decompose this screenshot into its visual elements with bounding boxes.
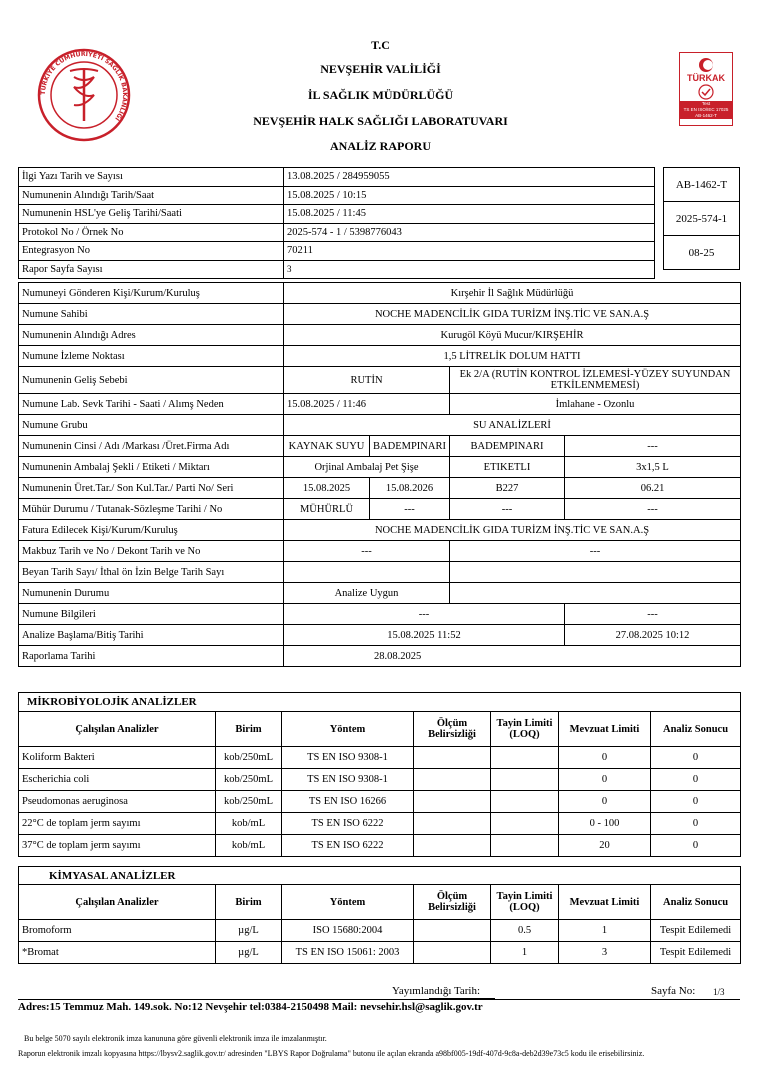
analysis-name: Pseudomonas aeruginosa bbox=[19, 791, 216, 813]
prod-label: Numunenin Üret.Tar./ Son Kul.Tar./ Parti No/ Seri bbox=[19, 478, 284, 499]
table-row bbox=[19, 813, 741, 835]
ministry-seal-logo bbox=[36, 47, 132, 143]
uncertainty bbox=[414, 835, 491, 857]
table-row bbox=[19, 260, 655, 279]
table-row bbox=[19, 242, 655, 261]
type-brand: BADEMPINARI bbox=[450, 436, 565, 457]
uncertainty bbox=[414, 942, 491, 964]
info-label: İlgi Yazı Tarih ve Sayısı bbox=[19, 168, 284, 187]
status-value: Analize Uygun bbox=[284, 583, 450, 604]
footer-address: Adres:15 Temmuz Mah. 149.sok. No:12 Nevşehir tel:0384-2150498 Mail: nevsehir.hsl@saglik.gov.tr bbox=[18, 1001, 483, 1013]
report-date-value: 28.08.2025 bbox=[284, 646, 741, 667]
side-code-box bbox=[663, 167, 740, 270]
uncertainty bbox=[414, 920, 491, 942]
micro-section-title: MİKROBİYOLOJİK ANALİZLER bbox=[19, 693, 741, 712]
footer-divider bbox=[18, 999, 740, 1000]
table-row bbox=[19, 520, 741, 541]
chem-section-title: KİMYASAL ANALİZLER bbox=[19, 867, 741, 885]
table-row bbox=[19, 942, 741, 964]
header-governorship: NEVŞEHİR VALİLİĞİ bbox=[320, 62, 441, 76]
table-row bbox=[19, 346, 741, 367]
seal-label: Mühür Durumu / Tutanak-Sözleşme Tarihi / No bbox=[19, 499, 284, 520]
col-limit: Mevzuat Limiti bbox=[559, 712, 651, 747]
result: 0 bbox=[651, 813, 741, 835]
limit: 0 bbox=[559, 769, 651, 791]
turkak-sub1: Test bbox=[701, 101, 711, 106]
col-result: Analiz Sonucu bbox=[651, 712, 741, 747]
col-method: Yöntem bbox=[282, 712, 414, 747]
info-value: 13.08.2025 / 284959055 bbox=[284, 168, 655, 187]
info-value: 3 bbox=[284, 260, 655, 279]
info-value: 70211 bbox=[284, 242, 655, 261]
sample-info-label: Numune Bilgileri bbox=[19, 604, 284, 625]
type-name: BADEMPINARI bbox=[370, 436, 450, 457]
analysis-end: 27.08.2025 10:12 bbox=[565, 625, 741, 646]
turkak-brand: TÜRKAK bbox=[687, 73, 725, 83]
limit: 3 bbox=[559, 942, 651, 964]
owner-value: NOCHE MADENCİLİK GIDA TURİZM İNŞ.TİC VE SAN.A.Ş bbox=[284, 304, 741, 325]
checkmark-icon bbox=[698, 84, 714, 100]
side-box-protocol: 2025-574-1 bbox=[664, 202, 740, 236]
col-analysis: Çalışılan Analizler bbox=[19, 885, 216, 920]
table-row bbox=[19, 747, 741, 769]
table-row bbox=[19, 205, 655, 224]
invoice-value: NOCHE MADENCİLİK GIDA TURİZM İNŞ.TİC VE SAN.A.Ş bbox=[284, 520, 741, 541]
col-limit: Mevzuat Limiti bbox=[559, 885, 651, 920]
analysis-name: Bromoform bbox=[19, 920, 216, 942]
col-loq: Tayin Limiti (LOQ) bbox=[491, 712, 559, 747]
declaration-value bbox=[284, 562, 450, 583]
report-date-label: Raporlama Tarihi bbox=[19, 646, 284, 667]
footer-verify-note: Raporun elektronik imzalı kopyasına https://lbysv2.saglik.gov.tr/ adresinden "LBYS Rapor Doğrulama" butonu ile açılan ekranda a98bf005-19df-407d-9c8a-deb2d39e73c5 kodu ile erisebilirsiniz. bbox=[18, 1049, 645, 1058]
chemical-analysis-table bbox=[18, 866, 741, 964]
loq bbox=[491, 813, 559, 835]
page-number: 1/3 bbox=[713, 987, 725, 997]
result: 0 bbox=[651, 747, 741, 769]
seal-no: --- bbox=[450, 499, 565, 520]
col-uncertainty: Ölçüm Belirsizliği bbox=[414, 712, 491, 747]
top-info-table bbox=[18, 167, 655, 279]
analysis-start: 15.08.2025 11:52 bbox=[284, 625, 565, 646]
unit: kob/250mL bbox=[216, 791, 282, 813]
col-method: Yöntem bbox=[282, 885, 414, 920]
limit: 0 bbox=[559, 791, 651, 813]
address-value: Kurugöl Köyü Mucur/KIRŞEHİR bbox=[284, 325, 741, 346]
pack-amount: 3x1,5 L bbox=[565, 457, 741, 478]
batch-no: B227 bbox=[450, 478, 565, 499]
table-row bbox=[19, 415, 741, 436]
type-label: Numunenin Cinsi / Adı /Markası /Üret.Firma Adı bbox=[19, 436, 284, 457]
table-row bbox=[19, 436, 741, 457]
result: Tespit Edilemedi bbox=[651, 942, 741, 964]
analysis-name: 22°C de toplam jerm sayımı bbox=[19, 813, 216, 835]
pack-shape: Orjinal Ambalaj Pet Şişe bbox=[284, 457, 450, 478]
table-row bbox=[19, 541, 741, 562]
sender-label: Numuneyi Gönderen Kişi/Kurum/Kuruluş bbox=[19, 283, 284, 304]
result: Tespit Edilemedi bbox=[651, 920, 741, 942]
col-loq: Tayin Limiti (LOQ) bbox=[491, 885, 559, 920]
turkak-sub3: AB-1462-T bbox=[695, 113, 717, 118]
analysis-label: Analize Başlama/Bitiş Tarihi bbox=[19, 625, 284, 646]
table-row bbox=[19, 499, 741, 520]
table-row bbox=[19, 304, 741, 325]
col-unit: Birim bbox=[216, 712, 282, 747]
col-uncertainty: Ölçüm Belirsizliği bbox=[414, 885, 491, 920]
table-row bbox=[19, 646, 741, 667]
result: 0 bbox=[651, 791, 741, 813]
side-box-date: 08-25 bbox=[664, 236, 740, 270]
pack-label-value: ETIKETLI bbox=[450, 457, 565, 478]
report-title: ANALİZ RAPORU bbox=[329, 139, 431, 153]
method: TS EN ISO 9308-1 bbox=[282, 747, 414, 769]
info-value: 15.08.2025 / 10:15 bbox=[284, 186, 655, 205]
sample-info-table bbox=[18, 282, 741, 667]
info-value: 15.08.2025 / 11:45 bbox=[284, 205, 655, 224]
lab-label: Numune Lab. Sevk Tarihi - Saati / Alımş Neden bbox=[19, 394, 284, 415]
table-row bbox=[19, 367, 741, 394]
table-row bbox=[19, 625, 741, 646]
loq bbox=[491, 769, 559, 791]
limit: 0 - 100 bbox=[559, 813, 651, 835]
lab-date: 15.08.2025 / 11:46 bbox=[284, 394, 450, 415]
result: 0 bbox=[651, 769, 741, 791]
owner-label: Numune Sahibi bbox=[19, 304, 284, 325]
type-kind: KAYNAK SUYU bbox=[284, 436, 370, 457]
loq: 0.5 bbox=[491, 920, 559, 942]
analysis-name: Escherichia coli bbox=[19, 769, 216, 791]
loq bbox=[491, 791, 559, 813]
page-number-label: Sayfa No: bbox=[651, 985, 696, 997]
address-label: Numunenin Alındığı Adres bbox=[19, 325, 284, 346]
info-value: 2025-574 - 1 / 5398776043 bbox=[284, 223, 655, 242]
permit-value bbox=[450, 562, 741, 583]
lab-place: İmlahane - Ozonlu bbox=[450, 394, 741, 415]
serial-no: 06.21 bbox=[565, 478, 741, 499]
sample-info-2: --- bbox=[565, 604, 741, 625]
prod-date: 15.08.2025 bbox=[284, 478, 370, 499]
reason-label: Numunenin Geliş Sebebi bbox=[19, 367, 284, 394]
seal-date: --- bbox=[370, 499, 450, 520]
sample-info-1: --- bbox=[284, 604, 565, 625]
info-label: Numunenin Alındığı Tarih/Saat bbox=[19, 186, 284, 205]
limit: 1 bbox=[559, 920, 651, 942]
header-laboratory: NEVŞEHİR HALK SAĞLIĞI LABORATUVARI bbox=[253, 114, 508, 128]
info-label: Rapor Sayfa Sayısı bbox=[19, 260, 284, 279]
status-label: Numunenin Durumu bbox=[19, 583, 284, 604]
analysis-name: 37°C de toplam jerm sayımı bbox=[19, 835, 216, 857]
receipt-value: --- bbox=[284, 541, 450, 562]
unit: kob/mL bbox=[216, 813, 282, 835]
method: TS EN ISO 6222 bbox=[282, 835, 414, 857]
footer-esign-note: Bu belge 5070 sayılı elektronik imza kanununa göre güvenli elektronik imza ile imzalanmıştır. bbox=[24, 1034, 327, 1043]
table-row bbox=[19, 394, 741, 415]
uncertainty bbox=[414, 813, 491, 835]
unit: µg/L bbox=[216, 942, 282, 964]
info-label: Numunenin HSL'ye Geliş Tarihi/Saati bbox=[19, 205, 284, 224]
unit: kob/mL bbox=[216, 835, 282, 857]
unit: kob/250mL bbox=[216, 747, 282, 769]
turkak-accreditation-logo bbox=[679, 52, 733, 126]
col-result: Analiz Sonucu bbox=[651, 885, 741, 920]
group-label: Numune Grubu bbox=[19, 415, 284, 436]
micro-analysis-table bbox=[18, 692, 741, 857]
deposit-value: --- bbox=[450, 541, 741, 562]
method: TS EN ISO 16266 bbox=[282, 791, 414, 813]
turkak-sub2: TS EN ISO/IEC 17025 bbox=[683, 107, 729, 112]
loq bbox=[491, 747, 559, 769]
table-row bbox=[19, 769, 741, 791]
header-tc: T.C bbox=[371, 38, 390, 52]
expiry-date: 15.08.2026 bbox=[370, 478, 450, 499]
table-row bbox=[19, 835, 741, 857]
seal-status: MÜHÜRLÜ bbox=[284, 499, 370, 520]
table-row bbox=[19, 920, 741, 942]
table-row bbox=[19, 583, 741, 604]
method: TS EN ISO 6222 bbox=[282, 813, 414, 835]
table-row bbox=[19, 457, 741, 478]
analysis-name: *Bromat bbox=[19, 942, 216, 964]
seal-ring-text: TÜRKİYE CUMHURİYETİ SAĞLIK BAKANLIĞI bbox=[39, 50, 129, 122]
limit: 20 bbox=[559, 835, 651, 857]
table-row bbox=[19, 791, 741, 813]
seal-extra: --- bbox=[565, 499, 741, 520]
table-row bbox=[19, 478, 741, 499]
table-row bbox=[19, 168, 655, 187]
analysis-name: Koliform Bakteri bbox=[19, 747, 216, 769]
point-label: Numune İzleme Noktası bbox=[19, 346, 284, 367]
method: ISO 15680:2004 bbox=[282, 920, 414, 942]
table-row bbox=[19, 186, 655, 205]
turkak-sub bbox=[680, 101, 732, 119]
type-firm: --- bbox=[565, 436, 741, 457]
published-date-label: Yayımlandığı Tarih: bbox=[392, 985, 481, 997]
table-row bbox=[19, 562, 741, 583]
col-analysis: Çalışılan Analizler bbox=[19, 712, 216, 747]
group-value: SU ANALİZLERİ bbox=[284, 415, 741, 436]
info-label: Protokol No / Örnek No bbox=[19, 223, 284, 242]
table-row bbox=[19, 223, 655, 242]
declaration-label: Beyan Tarih Sayı/ İthal ön İzin Belge Tarih Sayı bbox=[19, 562, 284, 583]
unit: kob/250mL bbox=[216, 769, 282, 791]
method: TS EN ISO 15061: 2003 bbox=[282, 942, 414, 964]
loq bbox=[491, 835, 559, 857]
invoice-label: Fatura Edilecek Kişi/Kurum/Kuruluş bbox=[19, 520, 284, 541]
table-row bbox=[19, 604, 741, 625]
side-box-accreditation: AB-1462-T bbox=[664, 168, 740, 202]
receipt-label: Makbuz Tarih ve No / Dekont Tarih ve No bbox=[19, 541, 284, 562]
sender-value: Kırşehir İl Sağlık Müdürlüğü bbox=[284, 283, 741, 304]
reason-value: RUTİN bbox=[284, 367, 450, 394]
limit: 0 bbox=[559, 747, 651, 769]
info-label: Entegrasyon No bbox=[19, 242, 284, 261]
result: 0 bbox=[651, 835, 741, 857]
header-directorate: İL SAĞLIK MÜDÜRLÜĞÜ bbox=[307, 88, 454, 102]
uncertainty bbox=[414, 791, 491, 813]
table-row bbox=[19, 325, 741, 346]
unit: µg/L bbox=[216, 920, 282, 942]
uncertainty bbox=[414, 747, 491, 769]
table-row bbox=[19, 283, 741, 304]
point-value: 1,5 LİTRELİK DOLUM HATTI bbox=[284, 346, 741, 367]
col-unit: Birim bbox=[216, 885, 282, 920]
reason-detail: Ek 2/A (RUTİN KONTROL İZLEMESİ-YÜZEY SUYUNDAN ETKİLENMEMESİ) bbox=[450, 367, 741, 394]
status-extra bbox=[450, 583, 741, 604]
method: TS EN ISO 9308-1 bbox=[282, 769, 414, 791]
loq: 1 bbox=[491, 942, 559, 964]
pack-label: Numunenin Ambalaj Şekli / Etiketi / Miktarı bbox=[19, 457, 284, 478]
uncertainty bbox=[414, 769, 491, 791]
